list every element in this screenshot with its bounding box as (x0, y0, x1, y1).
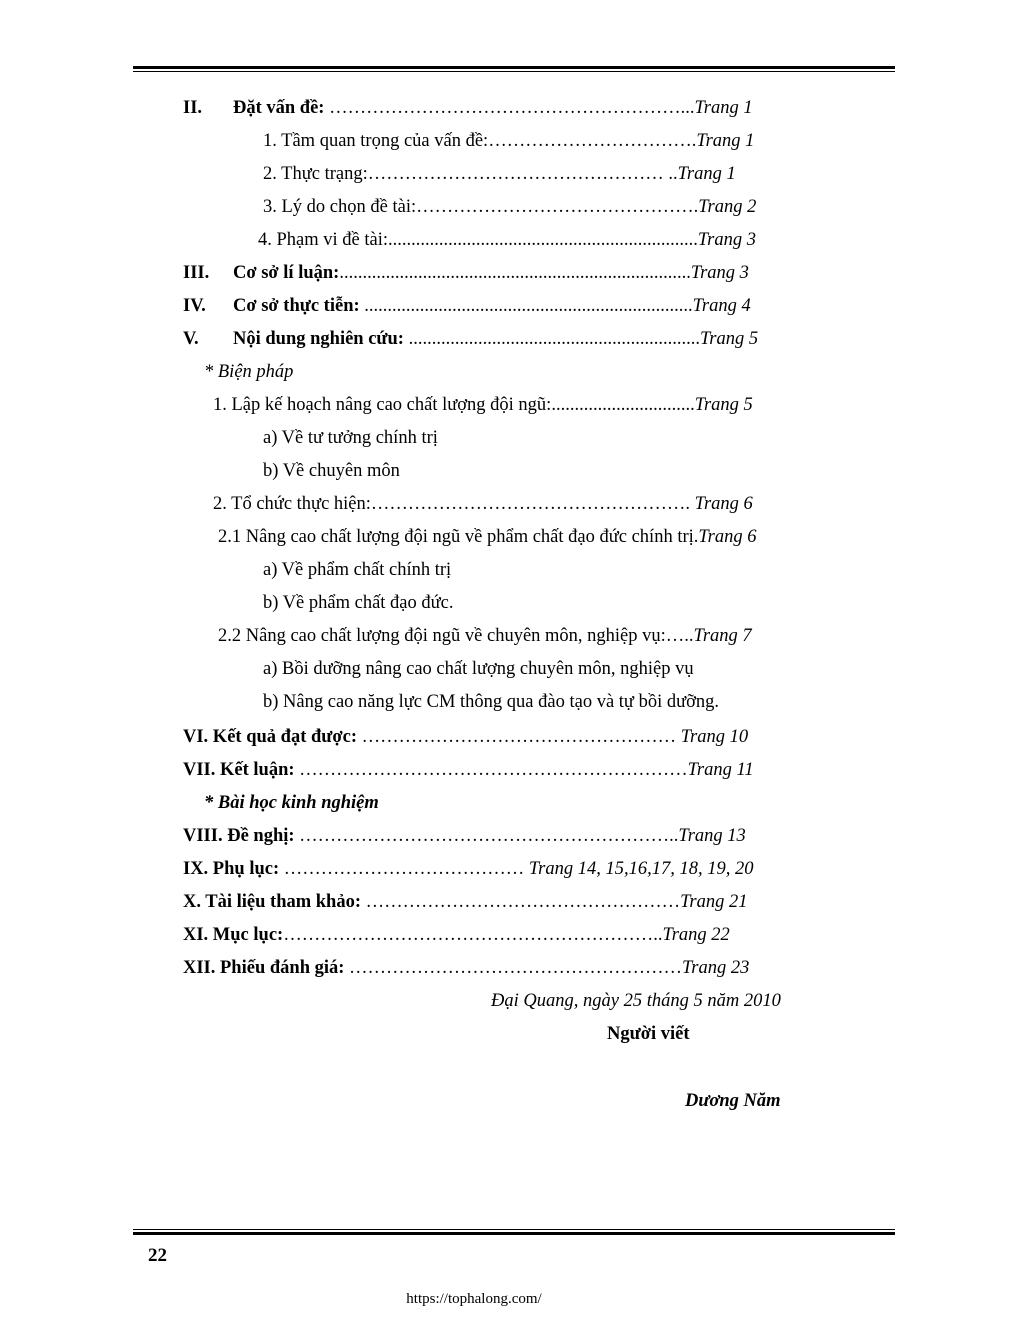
toc-title: 1. Tầm quan trọng của vấn đề: (263, 131, 489, 151)
toc-title: 2.1 Nâng cao chất lượng đội ngũ về phẩm chất đạo đức chính trị. (218, 527, 699, 547)
toc-page: Trang 13 (678, 826, 746, 846)
toc-title: b) Về chuyên môn (263, 461, 400, 481)
toc-dots: ……………………………………………… (344, 958, 683, 978)
toc-page: Trang 1 (677, 164, 736, 184)
toc-dots: ……………………………………………………… (294, 760, 688, 780)
toc-page: Trang 1 (696, 131, 755, 151)
toc-page: Trang 2 (698, 197, 757, 217)
toc-line-6 (183, 295, 751, 317)
toc-page: Trang 1 (694, 98, 753, 118)
toc-dots: …………………………………………………….. (283, 925, 663, 945)
toc-title: Cơ sở lí luận: (233, 263, 340, 283)
toc-page: Trang 5 (699, 329, 759, 349)
toc-dots: …………………………………………………….. (294, 826, 679, 846)
toc-line-9 (213, 394, 753, 416)
toc-title: VI. Kết quả đạt được: (183, 727, 357, 747)
author-role: Người viết (607, 1024, 690, 1044)
toc-title: 2. Thực trạng: (263, 164, 368, 184)
toc-line-4 (258, 229, 756, 251)
footer-rule (133, 1229, 895, 1235)
toc-dots: ………………………………… (279, 859, 529, 879)
toc-title: XII. Phiếu đánh giá: (183, 958, 345, 978)
toc-dots: ................................................................... (388, 230, 698, 250)
toc-title: Đặt vấn đề: (233, 98, 325, 118)
toc-num: V. (183, 329, 199, 349)
toc-line-8 (204, 361, 293, 383)
toc-title: b) Về phẩm chất đạo đức. (263, 593, 454, 613)
toc-page: Trang 3 (690, 263, 749, 283)
toc-line-1 (263, 130, 754, 152)
toc-line-15 (263, 592, 454, 614)
toc-title: Cơ sở thực tiễn: (233, 296, 360, 316)
toc-line-18 (263, 691, 719, 713)
toc-page: Trang 23 (682, 958, 750, 978)
toc-line-11 (263, 460, 400, 482)
toc-page: Trang 3 (697, 230, 756, 250)
toc-line-24 (183, 891, 747, 913)
toc-line-16 (218, 625, 752, 647)
toc-line-26 (183, 957, 749, 979)
toc-title: 2.2 Nâng cao chất lượng đội ngũ về chuyên môn, nghiệp vụ:….. (218, 626, 694, 646)
toc-num: IV. (183, 296, 206, 316)
toc-line-17 (263, 658, 694, 680)
toc-title: b) Nâng cao năng lực CM thông qua đào tạo và tự bồi dưỡng. (263, 692, 720, 712)
toc-title: a) Về tư tưởng chính trị (263, 428, 438, 448)
toc-dots: …………………………………………… (361, 892, 681, 912)
toc-title: IX. Phụ lục: (183, 859, 280, 879)
place-date: Đại Quang, ngày 25 tháng 5 năm 2010 (491, 991, 781, 1011)
source-url[interactable]: https://tophalong.com/ (406, 1291, 542, 1307)
toc-line-0 (183, 97, 753, 119)
toc-line-2 (263, 163, 736, 185)
toc-line-7 (183, 328, 758, 350)
page-number: 22 (148, 1245, 167, 1266)
toc-num: II. (183, 98, 203, 118)
toc-dots: ............................... (551, 395, 695, 415)
toc-title: X. Tài liệu tham khảo: (183, 892, 362, 912)
toc-title: 3. Lý do chọn đề tài: (263, 197, 417, 217)
toc-page: Trang 21 (680, 892, 748, 912)
toc-dots: ....................................................................... (359, 296, 693, 316)
toc-line-20 (183, 759, 754, 781)
toc-page: Trang 6 (694, 494, 753, 514)
toc-line-12 (213, 493, 753, 515)
toc-line-5 (183, 262, 749, 284)
toc-page: Trang 5 (694, 395, 753, 415)
toc-num: III. (183, 263, 210, 283)
toc-line-10 (263, 427, 438, 449)
toc-dots: ……………………………. (488, 131, 697, 151)
toc-page: Trang 10 (680, 727, 749, 747)
toc-title: * Bài học kinh nghiệm (204, 793, 379, 813)
toc-page: Trang 22 (662, 925, 730, 945)
toc-dots: ............................................................................ (339, 263, 691, 283)
toc-line-3 (263, 196, 756, 218)
author-name: Dương Năm (685, 1091, 781, 1111)
toc-line-19 (183, 726, 748, 748)
toc-title: 4. Phạm vi đề tài: (258, 230, 388, 250)
toc-title: VIII. Đề nghị: (183, 826, 295, 846)
toc-title: * Biện pháp (204, 362, 294, 382)
toc-dots: ............................................................... (403, 329, 700, 349)
toc-title: Nội dung nghiên cứu: (233, 329, 404, 349)
toc-dots: …………………………………………… (356, 727, 681, 747)
toc-dots: ……………………………………………. (370, 494, 695, 514)
toc-page: Trang 4 (692, 296, 751, 316)
toc-dots: ………………………………………. (416, 197, 699, 217)
toc-title: a) Về phẩm chất chính trị (263, 560, 452, 580)
toc-dots: ………………………………………… .. (367, 164, 678, 184)
toc-line-13 (218, 526, 756, 548)
toc-line-14 (263, 559, 451, 581)
toc-page: Trang 11 (687, 760, 754, 780)
toc-title: a) Bồi dưỡng nâng cao chất lượng chuyên môn, nghiệp vụ (263, 659, 694, 679)
toc-title: XI. Mục lục: (183, 925, 284, 945)
toc-page: Trang 14, 15,16,17, 18, 19, 20 (528, 859, 754, 879)
toc-line-21 (204, 792, 379, 814)
header-rule (133, 66, 895, 72)
toc-title: 2. Tổ chức thực hiện: (213, 494, 371, 514)
toc-dots: …………………………………………………... (324, 98, 695, 118)
toc-line-25 (183, 924, 730, 946)
toc-title: VII. Kết luận: (183, 760, 295, 780)
toc-page: Trang 7 (693, 626, 752, 646)
toc-page: Trang 6 (698, 527, 757, 547)
toc-line-22 (183, 825, 746, 847)
toc-line-23 (183, 858, 753, 880)
toc-title: 1. Lập kế hoạch nâng cao chất lượng đội ngũ: (213, 395, 552, 415)
